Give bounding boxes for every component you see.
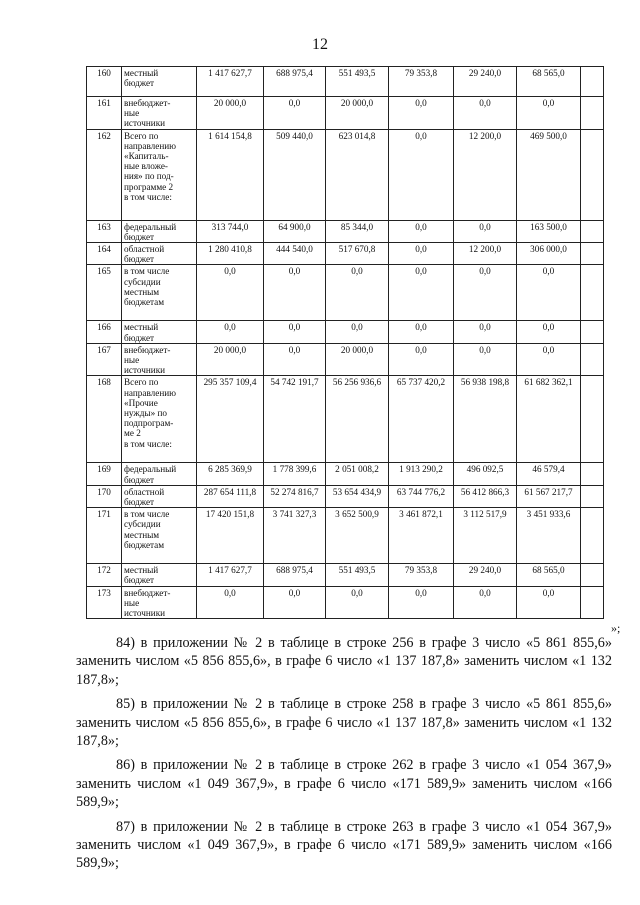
table-row <box>87 97 604 130</box>
value-cell: 52 274 816,7 <box>264 485 326 507</box>
row-number: 172 <box>87 564 122 586</box>
value-cell: 0,0 <box>389 243 454 265</box>
row-description: внебюджет- ные источники <box>122 97 197 130</box>
value-cell: 0,0 <box>517 586 581 619</box>
value-cell: 20 000,0 <box>197 97 264 130</box>
value-cell: 3 652 500,9 <box>326 508 389 564</box>
value-cell: 3 112 517,9 <box>454 508 517 564</box>
value-cell: 6 285 369,9 <box>197 463 264 485</box>
value-cell: 1 417 627,7 <box>197 564 264 586</box>
value-cell: 56 412 866,3 <box>454 485 517 507</box>
value-cell: 61 682 362,1 <box>517 376 581 463</box>
row-description: областной бюджет <box>122 243 197 265</box>
value-cell: 517 670,8 <box>326 243 389 265</box>
value-cell: 444 540,0 <box>264 243 326 265</box>
amendment-item: 84) в приложении № 2 в таблице в строке 256 в графе 3 число «5 861 855,6» заменить числом «5 856 855,6», в графе 6 число «1 137 187,8» заменить числом «1 132 187,8»; <box>76 635 612 688</box>
value-cell: 20 000,0 <box>326 343 389 376</box>
row-description: Всего по направлению «Капиталь- ные вложе- ния» по под- программе 2 в том числе: <box>122 129 197 220</box>
row-number: 169 <box>87 463 122 485</box>
amendment-item: 86) в приложении № 2 в таблице в строке 262 в графе 3 число «1 054 367,9» заменить числом «1 049 367,9», в графе 6 число «171 589,9» заменить числом «166 589,9»; <box>76 757 612 811</box>
value-cell: 0,0 <box>389 129 454 220</box>
value-cell: 313 744,0 <box>197 220 264 242</box>
row-description: федеральный бюджет <box>122 463 197 485</box>
value-cell: 0,0 <box>197 586 264 619</box>
row-description: областной бюджет <box>122 485 197 507</box>
value-cell: 12 200,0 <box>454 129 517 220</box>
value-cell: 295 357 109,4 <box>197 376 264 463</box>
value-cell: 0,0 <box>389 220 454 242</box>
value-cell: 0,0 <box>264 97 326 130</box>
value-cell: 3 461 872,1 <box>389 508 454 564</box>
table-row <box>87 508 604 564</box>
value-cell: 29 240,0 <box>454 564 517 586</box>
table-row <box>87 485 604 507</box>
row-description: местный бюджет <box>122 321 197 343</box>
value-cell: 46 579,4 <box>517 463 581 485</box>
table-row <box>87 463 604 485</box>
value-cell: 0,0 <box>326 586 389 619</box>
row-number: 165 <box>87 265 122 321</box>
value-cell: 0,0 <box>389 265 454 321</box>
value-cell: 1 417 627,7 <box>197 67 264 97</box>
value-cell: 688 975,4 <box>264 564 326 586</box>
value-cell: 17 420 151,8 <box>197 508 264 564</box>
row-number: 173 <box>87 586 122 619</box>
value-cell: 0,0 <box>264 586 326 619</box>
row-description: местный бюджет <box>122 67 197 97</box>
value-cell: 688 975,4 <box>264 67 326 97</box>
value-cell: 56 256 936,6 <box>326 376 389 463</box>
value-cell: 0,0 <box>389 97 454 130</box>
value-cell: 1 778 399,6 <box>264 463 326 485</box>
value-cell: 0,0 <box>517 343 581 376</box>
table-row <box>87 586 604 619</box>
value-cell <box>581 243 604 265</box>
value-cell: 1 913 290,2 <box>389 463 454 485</box>
value-cell: 0,0 <box>326 265 389 321</box>
value-cell: 0,0 <box>197 321 264 343</box>
value-cell: 53 654 434,9 <box>326 485 389 507</box>
amendment-item: 87) в приложении № 2 в таблице в строке 263 в графе 3 число «1 054 367,9» заменить числом «1 049 367,9», в графе 6 число «171 589,9» заменить числом «166 589,9»; <box>76 818 612 872</box>
value-cell: 68 565,0 <box>517 67 581 97</box>
value-cell <box>581 265 604 321</box>
value-cell: 0,0 <box>454 343 517 376</box>
row-description: федеральный бюджет <box>122 220 197 242</box>
value-cell: 496 092,5 <box>454 463 517 485</box>
row-number: 167 <box>87 343 122 376</box>
table-row <box>87 220 604 242</box>
table-row <box>87 321 604 343</box>
closing-quote-mark: »; <box>611 621 621 635</box>
table-row <box>87 265 604 321</box>
value-cell: 29 240,0 <box>454 67 517 97</box>
value-cell: 306 000,0 <box>517 243 581 265</box>
value-cell: 163 500,0 <box>517 220 581 242</box>
value-cell <box>581 67 604 97</box>
value-cell: 3 741 327,3 <box>264 508 326 564</box>
amendment-item: 85) в приложении № 2 в таблице в строке 258 в графе 3 число «5 861 855,6» заменить числом «5 856 855,6», в графе 6 число «1 137 187,8» заменить числом «1 132 187,8»; <box>76 696 612 750</box>
value-cell: 0,0 <box>517 321 581 343</box>
value-cell: 287 654 111,8 <box>197 485 264 507</box>
value-cell <box>581 343 604 376</box>
row-description: внебюджет- ные источники <box>122 343 197 376</box>
row-description: в том числе субсидии местным бюджетам <box>122 265 197 321</box>
value-cell: 79 353,8 <box>389 564 454 586</box>
value-cell <box>581 220 604 242</box>
value-cell <box>581 321 604 343</box>
value-cell: 2 051 008,2 <box>326 463 389 485</box>
table-row <box>87 243 604 265</box>
value-cell: 0,0 <box>454 586 517 619</box>
value-cell: 551 493,5 <box>326 564 389 586</box>
value-cell: 20 000,0 <box>326 97 389 130</box>
value-cell <box>581 485 604 507</box>
value-cell <box>581 508 604 564</box>
row-number: 160 <box>87 67 122 97</box>
value-cell: 0,0 <box>454 97 517 130</box>
row-number: 166 <box>87 321 122 343</box>
value-cell: 469 500,0 <box>517 129 581 220</box>
table-row <box>87 67 604 97</box>
value-cell: 0,0 <box>264 321 326 343</box>
value-cell: 0,0 <box>454 220 517 242</box>
value-cell <box>581 586 604 619</box>
row-description: в том числе субсидии местным бюджетам <box>122 508 197 564</box>
value-cell: 551 493,5 <box>326 67 389 97</box>
value-cell: 0,0 <box>264 343 326 376</box>
value-cell: 1 614 154,8 <box>197 129 264 220</box>
amendment-paragraphs <box>76 634 612 879</box>
table-row <box>87 564 604 586</box>
value-cell: 0,0 <box>517 265 581 321</box>
value-cell <box>581 129 604 220</box>
value-cell <box>581 463 604 485</box>
row-number: 170 <box>87 485 122 507</box>
value-cell: 1 280 410,8 <box>197 243 264 265</box>
row-description: Всего по направлению «Прочие нужды» по подпрограм- ме 2 в том числе: <box>122 376 197 463</box>
value-cell: 0,0 <box>389 321 454 343</box>
value-cell: 79 353,8 <box>389 67 454 97</box>
value-cell: 56 938 198,8 <box>454 376 517 463</box>
row-number: 164 <box>87 243 122 265</box>
row-number: 163 <box>87 220 122 242</box>
row-description: внебюджет- ные источники <box>122 586 197 619</box>
row-number: 171 <box>87 508 122 564</box>
value-cell: 0,0 <box>454 265 517 321</box>
value-cell: 0,0 <box>197 265 264 321</box>
table-row <box>87 376 604 463</box>
table-body <box>87 67 604 619</box>
row-number: 161 <box>87 97 122 130</box>
value-cell: 64 900,0 <box>264 220 326 242</box>
value-cell: 509 440,0 <box>264 129 326 220</box>
row-number: 162 <box>87 129 122 220</box>
row-number: 168 <box>87 376 122 463</box>
page-number: 12 <box>312 36 328 53</box>
value-cell <box>581 564 604 586</box>
value-cell: 61 567 217,7 <box>517 485 581 507</box>
value-cell: 12 200,0 <box>454 243 517 265</box>
budget-table <box>86 66 604 619</box>
value-cell: 20 000,0 <box>197 343 264 376</box>
value-cell: 0,0 <box>517 97 581 130</box>
value-cell: 63 744 776,2 <box>389 485 454 507</box>
table-row <box>87 129 604 220</box>
value-cell: 0,0 <box>326 321 389 343</box>
table-row <box>87 343 604 376</box>
value-cell: 623 014,8 <box>326 129 389 220</box>
value-cell <box>581 97 604 130</box>
value-cell: 68 565,0 <box>517 564 581 586</box>
value-cell <box>581 376 604 463</box>
value-cell: 0,0 <box>454 321 517 343</box>
value-cell: 65 737 420,2 <box>389 376 454 463</box>
value-cell: 3 451 933,6 <box>517 508 581 564</box>
value-cell: 0,0 <box>389 343 454 376</box>
value-cell: 54 742 191,7 <box>264 376 326 463</box>
row-description: местный бюджет <box>122 564 197 586</box>
value-cell: 0,0 <box>389 586 454 619</box>
value-cell: 85 344,0 <box>326 220 389 242</box>
value-cell: 0,0 <box>264 265 326 321</box>
